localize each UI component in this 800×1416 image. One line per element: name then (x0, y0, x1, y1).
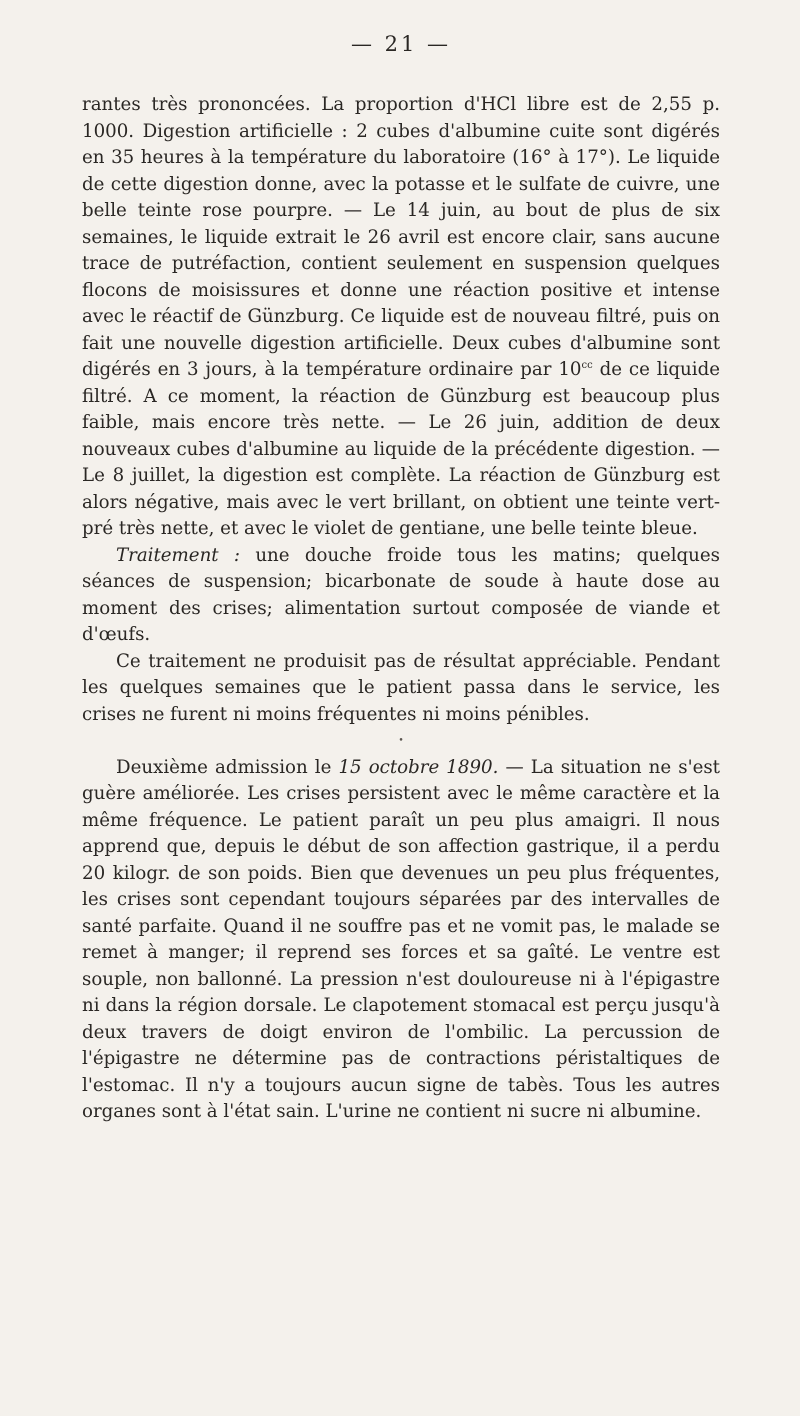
document-page (82, 32, 720, 1126)
page-number: — 21 — (350, 32, 452, 56)
text-run: 15 octobre 1890. (338, 756, 499, 778)
text-run: de ce liquide filtré. A ce moment, la réaction de Günzburg est beaucoup plus faible, mais encore très nette. — Le 26 juin, addition de deux nouveaux cubes d'albumine au liquide de la précédente digestion. — Le 8 juillet, la digestion est complète. La réaction de Günzburg est alors négative, mais avec le vert brillant, on obtient une teinte vert-pré très nette, et avec le violet de gentiane, une belle teinte bleue. (82, 359, 720, 539)
text-run: Deuxième admission le (116, 756, 339, 778)
text-run: une douche froide tous les matins; quelques séances de suspension; bicarbonate de soude à haute dose au moment des crises; alimentation surtout composée de viande et d'œufs. (82, 544, 720, 645)
paragraph-deuxieme-admission (82, 755, 720, 1126)
text-run: rantes très prononcées. La proportion d'HCl libre est de 2,55 p. 1000. Digestion artificielle : 2 cubes d'albumine cuite sont digérés en 35 heures à la température du laboratoire (16° à 17°). Le liquide de cette digestion donne, avec la potasse et le sulfate de cuivre, une belle teinte rose pourpre. — Le 14 juin, au bout de plus de six semaines, le liquide extrait le 26 avril est encore clair, sans aucune trace de putréfaction, contient seulement en suspension quelques flocons de moisissures et donne une réaction positive et intense avec le réactif de Günzburg. Ce liquide est de nouveau filtré, puis on fait une nouvelle digestion artificielle. Deux cubes d'albumine sont digérés en 3 jours, à la température ordinaire par 10 (82, 94, 720, 380)
text-run: — La situation ne s'est guère améliorée. Les crises persistent avec le même caractère et la même fréquence. Le patient paraît un peu plus amaigri. Il nous apprend que, depuis le début de son affection gastrique, il a perdu 20 kilogr. de son poids. Bien que devenues un peu plus fréquentes, les crises sont cependant toujours séparées par des intervalles de santé parfaite. Quand il ne souffre pas et ne vomit pas, le malade se remet à manger; il reprend ses forces et sa gaîté. Le ventre est souple, non ballonné. La pression n'est douloureuse ni à l'épigastre ni dans la région dorsale. Le clapotement stomacal est perçu jusqu'à deux travers de doigt environ de l'ombilic. La percussion de l'épigastre ne détermine pas de contractions péristaltiques de l'estomac. Il n'y a toujours aucun signe de tabès. Tous les autres organes sont à l'état sain. L'urine ne contient ni sucre ni albumine. (82, 756, 720, 1122)
paragraph-digestion (82, 92, 720, 543)
text-run: cc (581, 359, 593, 371)
paragraph-resultat (82, 649, 720, 729)
text-run: Traitement : (116, 544, 241, 566)
paragraph-traitement (82, 543, 720, 649)
separator-mark: • (398, 736, 404, 746)
text-run: Ce traitement ne produisit pas de résultat appréciable. Pendant les quelques semaines que le patient passa dans le service, les crises ne furent ni moins fréquentes ni moins pénibles. (82, 650, 720, 725)
